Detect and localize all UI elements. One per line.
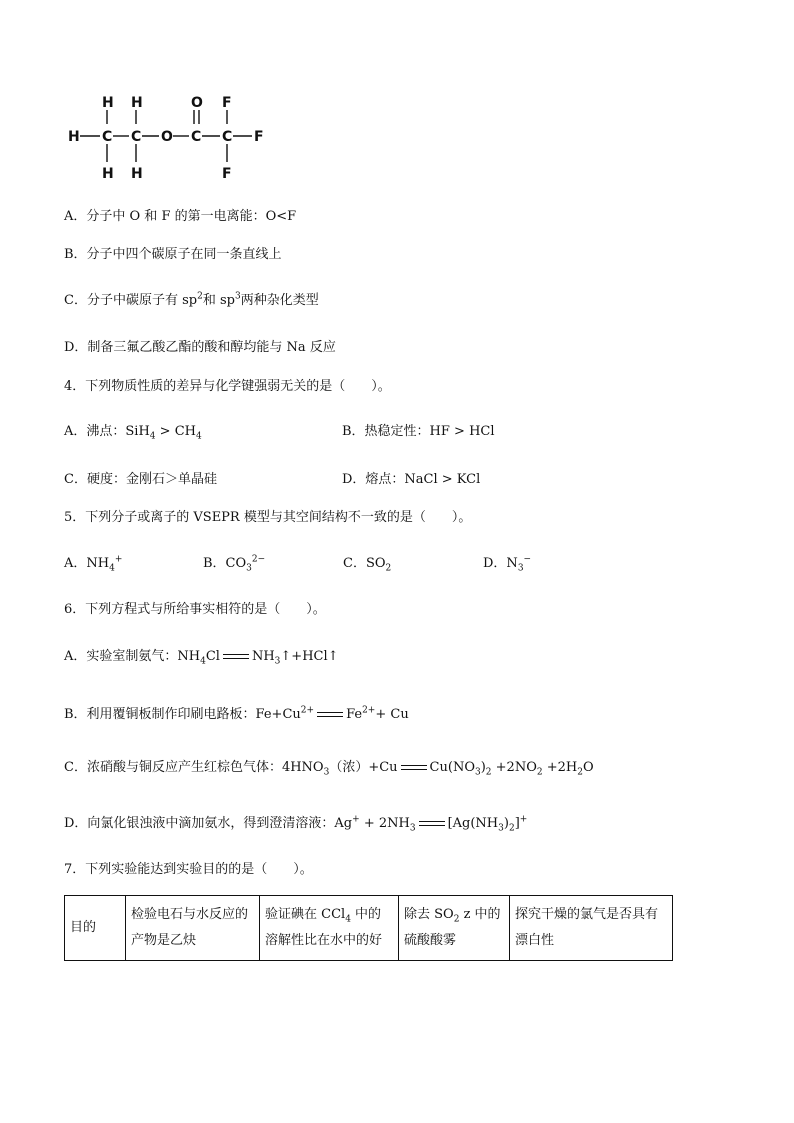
q4-option-d: D．熔点：NaCl > KCl (342, 472, 481, 487)
q5-option-d: D．$N_3^-$ (483, 554, 532, 574)
atom-h-top-1: H (102, 95, 114, 111)
q5-option-b: B．$CO_3^{2-}$ (203, 554, 266, 574)
equals-arrow (401, 764, 427, 772)
q6-option-a: A．实验室制氨气：$NH_4Cl$ $NH_3↑+HCl↑$ (64, 649, 339, 667)
q5-option-c: C．$SO_2$ (343, 556, 392, 574)
q4-stem: 4．下列物质性质的差异与化学键强弱无关的是（ ）。 (64, 379, 391, 394)
atom-f-bottom: F (222, 166, 232, 182)
q3-option-d: D．制备三氟乙酸乙酯的酸和醇均能与 Na 反应 (64, 340, 336, 355)
q3-option-a: A．分子中 O 和 F 的第一电离能：O<F (64, 209, 297, 224)
atom-f-top: F (222, 95, 232, 111)
atom-c3: C (191, 129, 202, 145)
q7-stem: 7．下列实验能达到实验目的的是（ ）。 (64, 862, 313, 877)
table-cell: 检验电石与水反应的产物是乙炔 (126, 896, 260, 961)
atom-h-bottom-1: H (102, 166, 114, 182)
atom-o-ester: O (161, 129, 173, 145)
q5-stem: 5．下列分子或离子的 VSEPR 模型与其空间结构不一致的是（ ）。 (64, 510, 472, 525)
table-cell: 除去 $SO_2$ z 中的硫酸酸雾 (399, 896, 510, 961)
atom-h-top-2: H (131, 95, 143, 111)
q6-stem: 6．下列方程式与所给事实相符的是（ ）。 (64, 602, 326, 617)
table-header-cell: 目的 (65, 896, 126, 961)
q3-option-b: B．分子中四个碳原子在同一条直线上 (64, 247, 282, 262)
atom-h-left: H (68, 129, 80, 145)
atom-c4: C (222, 129, 233, 145)
atom-h-bottom-2: H (131, 166, 143, 182)
table-cell: 验证碘在 CCl$_4$ 中的溶解性比在水中的好 (260, 896, 399, 961)
q6-option-b: B．利用覆铜板制作印刷电路板：$Fe+Cu^{2+}$ $Fe^{2+}+ Cu$ (64, 705, 409, 722)
atom-c1: C (102, 129, 113, 145)
equals-arrow (317, 711, 343, 719)
q4-option-b: B．热稳定性：HF > HCl (342, 424, 495, 439)
q6-option-c: C．浓硝酸与铜反应产生红棕色气体：$4HNO_3$（浓）+Cu $Cu(NO_3)_2 +2NO_2 +2H_2O$ (64, 760, 594, 778)
structural-formula (64, 90, 284, 190)
q6-option-d: D．向氯化银浊液中滴加氨水，得到澄清溶液：$Ag^+ + 2NH_3$ $[Ag(NH_3)_2]^+$ (64, 814, 528, 834)
q5-option-a: A．$NH_4^+$ (64, 554, 123, 574)
equals-arrow (223, 653, 249, 661)
q7-table (64, 895, 673, 961)
atom-f-right: F (254, 129, 264, 145)
q3-option-c: C．分子中碳原子有 $sp^2$和 $sp^3$两种杂化类型 (64, 291, 319, 308)
atom-c2: C (131, 129, 142, 145)
atom-o-carbonyl: O (191, 95, 203, 111)
table-cell: 探究干燥的氯气是否具有漂白性 (510, 896, 673, 961)
equals-arrow (419, 820, 445, 828)
q4-option-c: C．硬度：金刚石＞单晶硅 (64, 472, 217, 487)
table-row (65, 896, 673, 961)
q4-option-a: A．沸点：$SiH_4 > CH_4$ (64, 424, 202, 442)
